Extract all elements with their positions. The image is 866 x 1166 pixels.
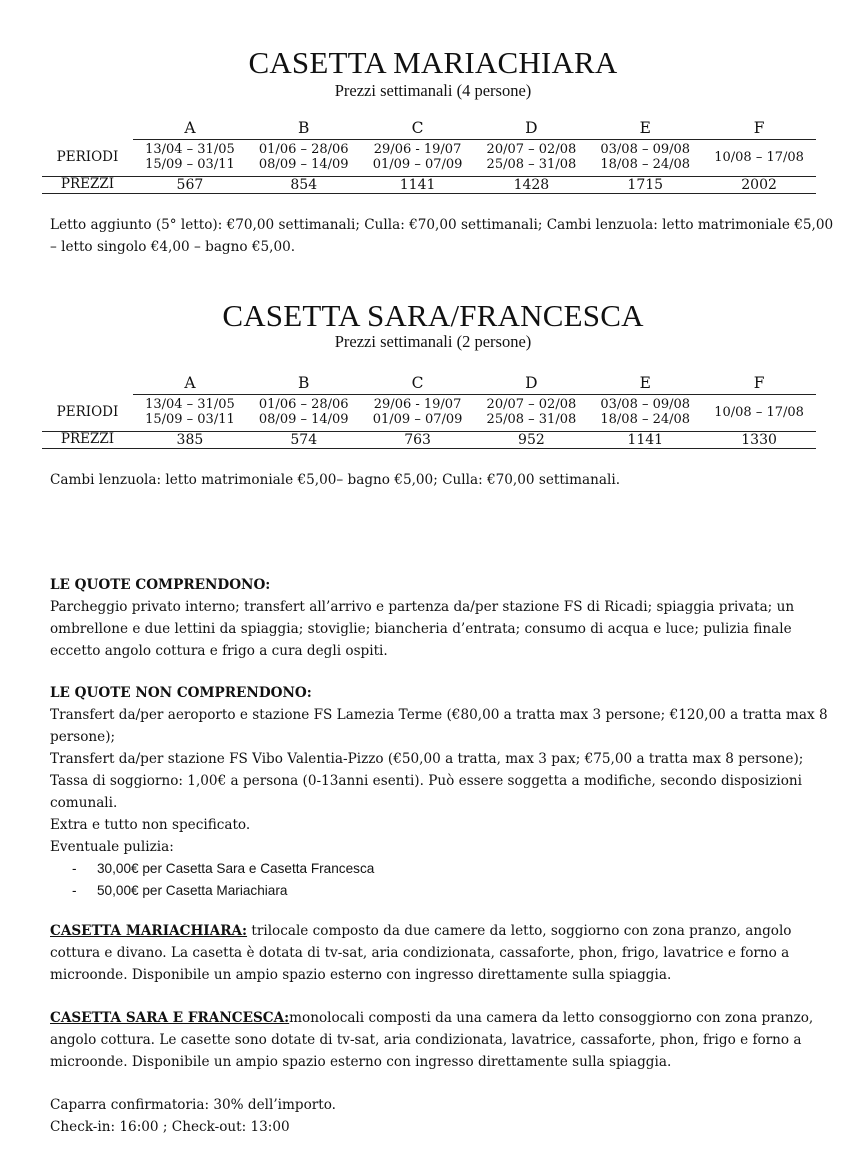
column-letter: F — [702, 119, 816, 140]
column-letter: A — [133, 374, 247, 395]
extras-note-mariachiara: Letto aggiunto (5° letto): €70,00 settimanali; Culla: €70,00 settimanali; Cambi lenzuola: letto matrimoniale €5,00 – letto singolo €4,00 – bagno €5,00. — [50, 217, 834, 255]
period-cell: 13/04 – 31/05 15/09 – 03/11 — [133, 395, 247, 432]
price-table-sara-francesca — [42, 374, 816, 449]
row-label-periodi: PERIODI — [42, 140, 133, 177]
period-cell: 03/08 – 09/08 18/08 – 24/08 — [588, 395, 702, 432]
row-label-prezzi: PREZZI — [42, 177, 133, 194]
price-cell: 1715 — [588, 177, 702, 194]
not-included-line: Transfert da/per stazione FS Vibo Valentia-Pizzo (€50,00 a tratta, max 3 pax; €75,00 a tratta max 8 persone); — [50, 751, 804, 767]
included-section — [50, 574, 835, 662]
period-cell: 01/06 – 28/06 08/09 – 14/09 — [247, 395, 361, 432]
description-mariachiara — [50, 920, 835, 986]
column-letter: F — [702, 374, 816, 395]
cleaning-list — [50, 858, 835, 902]
column-letter: B — [247, 119, 361, 140]
price-table-mariachiara — [42, 119, 816, 194]
period-cell: 29/06 - 19/07 01/09 – 07/09 — [361, 395, 475, 432]
table-header-row — [42, 374, 816, 395]
description-text: trilocale composto da due camere da letto, soggiorno con zona pranzo, angolo cottura e divano. La casetta è dotata di tv-sat, aria condizionata, cassaforte, phon, frigo, lavatrice e forno a microonde. Disponibile un ampio spazio esterno con ingresso direttamente sulla spiaggia. — [50, 923, 792, 983]
price-cell: 763 — [361, 432, 475, 449]
description-text: monolocali composti da una camera da letto consoggiorno con zona pranzo, angolo cottura. Le casette sono dotate di tv-sat, aria condizionata, lavatrice, cassaforte, phon, frigo e forno a microonde. Disponibile un ampio spazio esterno con ingresso direttamente sulla spiaggia. — [50, 1010, 814, 1070]
title-mariachiara: CASETTA MARIACHIARA — [248, 45, 618, 80]
period-cell: 01/06 – 28/06 08/09 – 14/09 — [247, 140, 361, 177]
table-row-periods — [42, 140, 816, 177]
price-cell: 1428 — [474, 177, 588, 194]
column-letter: B — [247, 374, 361, 395]
column-letter: C — [361, 119, 475, 140]
checkin-text: Check-in: 16:00 ; Check-out: 13:00 — [50, 1119, 290, 1135]
list-item: - 30,00€ per Casetta Sara e Casetta Francesca — [50, 858, 835, 880]
period-cell: 20/07 – 02/08 25/08 – 31/08 — [474, 395, 588, 432]
row-label-prezzi: PREZZI — [42, 432, 133, 449]
list-item: - 50,00€ per Casetta Mariachiara — [50, 880, 835, 902]
table-header-row — [42, 119, 816, 140]
period-cell: 13/04 – 31/05 15/09 – 03/11 — [133, 140, 247, 177]
not-included-line: Extra e tutto non specificato. — [50, 817, 251, 833]
subtitle-mariachiara: Prezzi settimanali (4 persone) — [334, 81, 532, 100]
period-cell: 29/06 - 19/07 01/09 – 07/09 — [361, 140, 475, 177]
description-sara-francesca — [50, 1007, 835, 1073]
not-included-line: Eventuale pulizia: — [50, 839, 174, 855]
footer-info — [50, 1094, 835, 1138]
dash-bullet: - — [72, 883, 77, 898]
not-included-heading: LE QUOTE NON COMPRENDONO: — [50, 685, 312, 701]
price-cell: 2002 — [702, 177, 816, 194]
period-cell: 20/07 – 02/08 25/08 – 31/08 — [474, 140, 588, 177]
extras-note-sara-francesca: Cambi lenzuola: letto matrimoniale €5,00– bagno €5,00; Culla: €70,00 settimanali. — [50, 472, 621, 488]
table-row-prices — [42, 432, 816, 449]
description-label: CASETTA MARIACHIARA: — [50, 923, 248, 939]
dash-bullet: - — [72, 861, 77, 876]
deposit-text: Caparra confirmatoria: 30% dell’importo. — [50, 1097, 336, 1113]
column-letter: D — [474, 374, 588, 395]
subtitle-sara-francesca: Prezzi settimanali (2 persone) — [334, 332, 532, 351]
column-letter: C — [361, 374, 475, 395]
price-cell: 854 — [247, 177, 361, 194]
column-letter: E — [588, 374, 702, 395]
period-cell: 10/08 – 17/08 — [702, 140, 816, 177]
price-cell: 952 — [474, 432, 588, 449]
price-cell: 385 — [133, 432, 247, 449]
description-label: CASETTA SARA E FRANCESCA: — [50, 1010, 290, 1026]
title-sara-francesca: CASETTA SARA/FRANCESCA — [222, 298, 644, 333]
price-cell: 567 — [133, 177, 247, 194]
table-row-prices — [42, 177, 816, 194]
period-cell: 03/08 – 09/08 18/08 – 24/08 — [588, 140, 702, 177]
table-row-periods — [42, 395, 816, 432]
price-cell: 574 — [247, 432, 361, 449]
included-heading: LE QUOTE COMPRENDONO: — [50, 577, 271, 593]
included-text: Parcheggio privato interno; transfert all’arrivo e partenza da/per stazione FS di Ricadi; spiaggia privata; un ombrellone e due lettini da spiaggia; stoviglie; biancheria d’entrata; consumo di acqua e luce; pulizia finale eccetto angolo cottura e frigo a cura degli ospiti. — [50, 599, 795, 659]
price-cell: 1330 — [702, 432, 816, 449]
row-label-periodi: PERIODI — [42, 395, 133, 432]
price-cell: 1141 — [588, 432, 702, 449]
not-included-line: Tassa di soggiorno: 1,00€ a persona (0-13anni esenti). Può essere soggetta a modifiche, secondo disposizioni comunali. — [50, 773, 803, 811]
price-cell: 1141 — [361, 177, 475, 194]
period-cell: 10/08 – 17/08 — [702, 395, 816, 432]
not-included-section — [50, 682, 835, 902]
column-letter: A — [133, 119, 247, 140]
column-letter: E — [588, 119, 702, 140]
column-letter: D — [474, 119, 588, 140]
not-included-line: Transfert da/per aeroporto e stazione FS Lamezia Terme (€80,00 a tratta max 3 persone; €120,00 a tratta max 8 persone); — [50, 707, 828, 745]
